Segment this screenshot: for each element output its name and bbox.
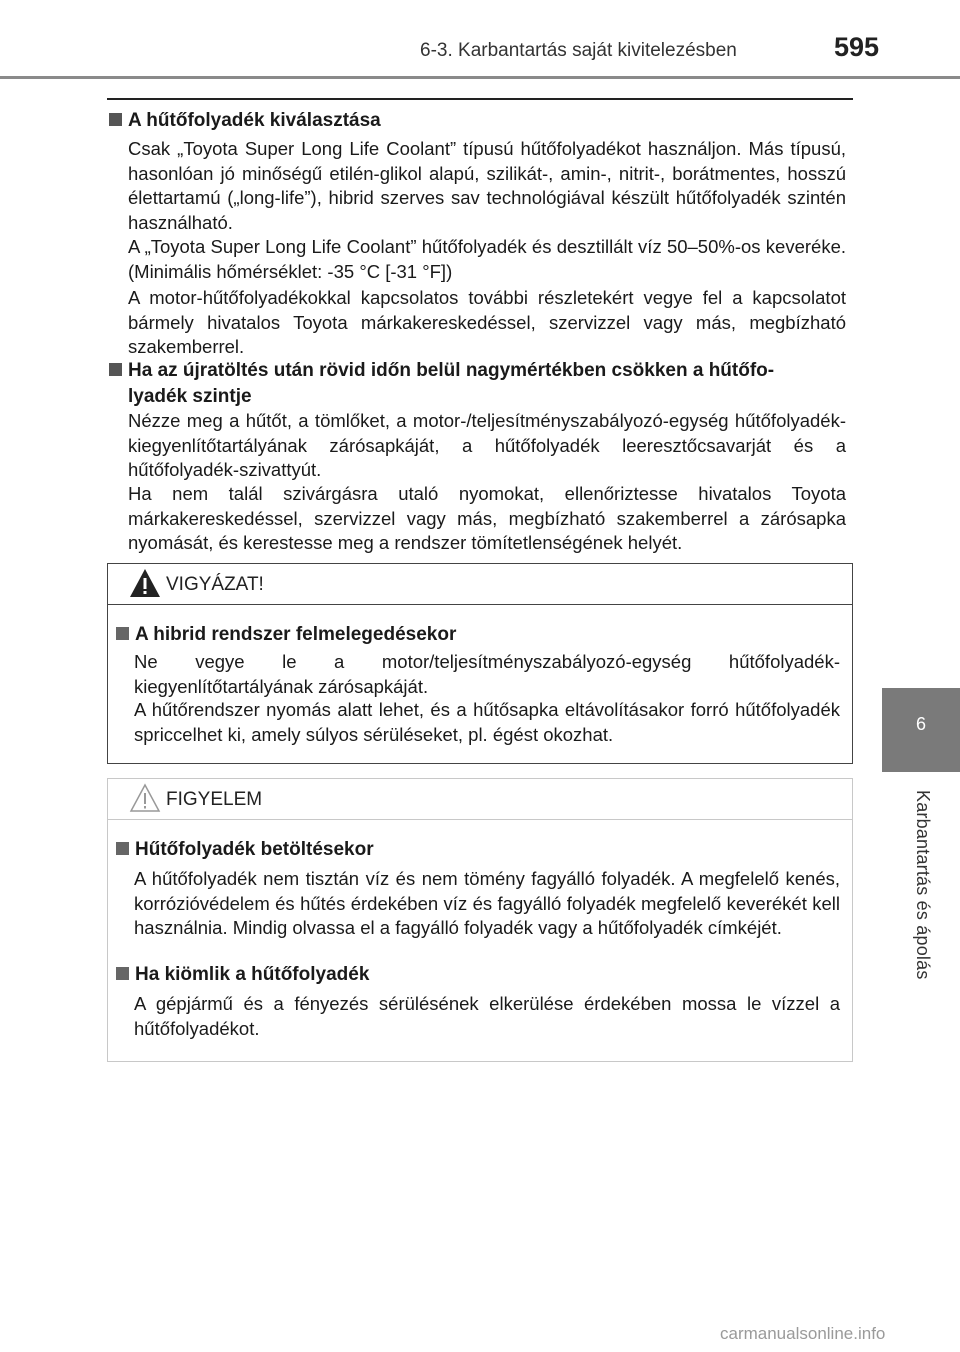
chapter-title: 6-3. Karbantartás saját kivitelezésben <box>420 40 737 61</box>
square-bullet-icon <box>116 967 129 980</box>
notice-paragraph: A gépjármű és a fényezés sérülésének elkerülése érdekében mossa le vízzel a hűtőfolyadékot. <box>134 993 840 1039</box>
notice-box <box>107 778 853 1062</box>
chapter-tab-title: Karbantartás és ápolás <box>913 790 933 980</box>
notice-heading: Ha kiömlik a hűtőfolyadék <box>116 962 369 988</box>
square-bullet-icon <box>109 113 122 126</box>
caution-paragraph: Ne vegye le a motor/teljesítményszabályozó-egység hűtőfolyadék-kiegyenlítőtartályának zárósapkáját. <box>134 651 840 697</box>
header-rule <box>0 76 960 79</box>
paragraph: Ha nem talál szivárgásra utaló nyomokat, ellenőriztesse hivatalos Toyota márkakereskedéssel, szervizzel vagy más, megbízható szakemberrel a zárósapka nyomását, és kerestesse meg a rendszer tömítetlenségének helyét. <box>128 483 846 553</box>
square-bullet-icon <box>109 363 122 376</box>
notice-heading: Hűtőfolyadék betöltésekor <box>116 837 374 863</box>
paragraph: A „Toyota Super Long Life Coolant” hűtőfolyadék és desztillált víz 50–50%-os keveréke. (Minimális hőmérséklet: -35 °C [-31 °F]) <box>128 236 846 282</box>
paragraph: A motor-hűtőfolyadékokkal kapcsolatos további részletekért vegye fel a kapcsolatot bármely hivatalos Toyota márkakereskedéssel, szervizzel vagy más, megbízható szakemberrel. <box>128 287 846 357</box>
caution-heading: A hibrid rendszer felmelegedésekor <box>116 622 456 648</box>
chapter-tab[interactable] <box>882 688 960 772</box>
section-heading-coolant-selection: A hűtőfolyadék kiválasztása <box>109 108 855 134</box>
section-heading-coolant-drop: Ha az újratöltés után rövid időn belül nagymértékben csökken a hűtőfo- lyadék szintje <box>109 358 855 410</box>
notice-paragraph: A hűtőfolyadék nem tisztán víz és nem tömény fagyálló folyadék. A megfelelő kenés, korrózióvédelem és hűtés érdekében víz és fagyálló folyadék megfelelő keverékét kell használnia. Mindig olvassa el a fagyálló folyadék vagy a hűtőfolyadék címkéjét. <box>134 868 840 938</box>
caution-paragraph: A hűtőrendszer nyomás alatt lehet, és a hűtősapka eltávolításakor forró hűtőfolyadék spriccelhet ki, amely súlyos sérüléseket, pl. égést okozhat. <box>134 699 840 745</box>
paragraph: Csak „Toyota Super Long Life Coolant” típusú hűtőfolyadékot használjon. Más típusú, hasonlóan jó minőségű etilén-glikol alapú, szilikát-, amin-, nitrit-, borátmentes, hosszú élettartamú („long-life”), hibrid szerves sav technológiával készült hűtőfolyadék szintén használható. <box>128 138 846 233</box>
square-bullet-icon <box>116 627 129 640</box>
caution-box <box>107 563 853 764</box>
caution-box-header <box>108 564 852 605</box>
chapter-tab-number: 6 <box>915 714 926 734</box>
caution-title: VIGYÁZAT! <box>166 574 264 595</box>
warning-triangle-icon <box>129 568 161 598</box>
notice-box-header <box>108 779 852 820</box>
watermark: carmanualsonline.info <box>720 1324 886 1343</box>
paragraph: Nézze meg a hűtőt, a tömlőket, a motor-/teljesítményszabályozó-egység hűtőfolyadék-kiegyenlítőtartályának zárósapkáját, a hűtőfolyadék leeresztőcsavarját és a hűtőfolyadék-szivattyút. <box>128 410 846 480</box>
notice-title: FIGYELEM <box>166 789 263 810</box>
square-bullet-icon <box>116 842 129 855</box>
page-number: 595 <box>834 32 880 62</box>
content-rule <box>107 98 853 100</box>
page-header <box>0 0 960 80</box>
notice-triangle-icon <box>129 783 161 813</box>
